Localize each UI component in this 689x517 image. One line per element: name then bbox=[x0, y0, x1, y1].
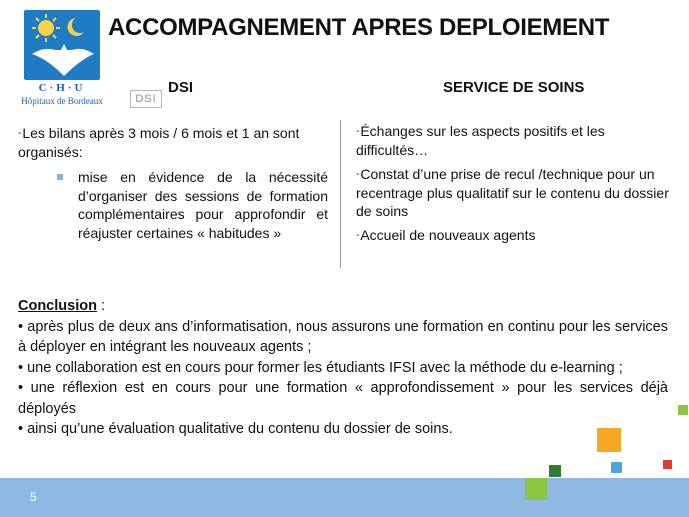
decorative-square-green-top bbox=[678, 405, 688, 415]
right-item-text: Échanges sur les aspects positifs et les difficultés… bbox=[356, 123, 605, 158]
right-item bbox=[356, 226, 676, 245]
bullet-marker: - bbox=[356, 126, 360, 137]
chu-logo-emblem bbox=[24, 10, 100, 80]
chu-logo-text: C·H·U bbox=[38, 82, 86, 94]
decorative-square-orange bbox=[597, 428, 621, 452]
bullet-marker: - bbox=[356, 169, 360, 180]
left-bullet bbox=[18, 124, 336, 161]
footer-band bbox=[0, 478, 689, 517]
column-divider bbox=[340, 120, 341, 268]
conclusion-heading-line bbox=[18, 296, 668, 317]
left-bullet-text: Les bilans après 3 mois / 6 mois et 1 an sont organisés: bbox=[18, 125, 300, 160]
left-sub-bullet: mise en évidence de la nécessité d’organiser des sessions de formation complémentaires pour approfondir et réajuster certaines « habitudes » bbox=[78, 169, 328, 241]
right-item-text: Accueil de nouveaux agents bbox=[360, 227, 536, 243]
bullet-marker: - bbox=[356, 230, 360, 241]
conclusion-section bbox=[18, 296, 668, 440]
column-heading-dsi: DSI bbox=[168, 79, 194, 96]
conclusion-heading: Conclusion bbox=[18, 298, 97, 314]
bullet-marker: - bbox=[18, 128, 22, 139]
decorative-square-red bbox=[663, 460, 672, 469]
right-item bbox=[356, 122, 676, 159]
square-bullet-icon bbox=[57, 174, 63, 180]
decorative-square-dark-green bbox=[549, 465, 561, 477]
dsi-logo: DSI bbox=[130, 90, 162, 108]
decorative-square-blue bbox=[611, 462, 622, 473]
conclusion-line: • ainsi qu’une évaluation qualitative du contenu du dossier de soins. bbox=[18, 421, 453, 437]
conclusion-heading-suffix: : bbox=[96, 298, 106, 314]
page-title: ACCOMPAGNEMENT APRES DEPLOIEMENT bbox=[108, 14, 610, 41]
page-number: 5 bbox=[30, 490, 37, 504]
conclusion-line: • après plus de deux ans d’informatisation, nous assurons une formation en continu pour les services à déployer en intégrant les nouveaux agents ; bbox=[18, 318, 668, 355]
chu-logo bbox=[16, 10, 108, 110]
conclusion-line: • une collaboration est en cours pour former les étudiants IFSI avec la méthode du e-learning ; bbox=[18, 359, 623, 376]
right-item-text: Constat d’une prise de recul /technique pour un recentrage plus qualitatif sur le contenu du dossier de soins bbox=[356, 166, 669, 219]
decorative-square-light-green bbox=[525, 478, 547, 500]
right-item bbox=[356, 165, 676, 220]
right-column bbox=[356, 122, 676, 251]
column-heading-service-de-soins: SERVICE DE SOINS bbox=[443, 79, 585, 96]
conclusion-line: • une réflexion est en cours pour une formation « approfondissement » pour les services déjà déployés bbox=[18, 380, 668, 417]
chu-logo-subtitle: Hôpitaux de Bordeaux bbox=[21, 96, 103, 106]
